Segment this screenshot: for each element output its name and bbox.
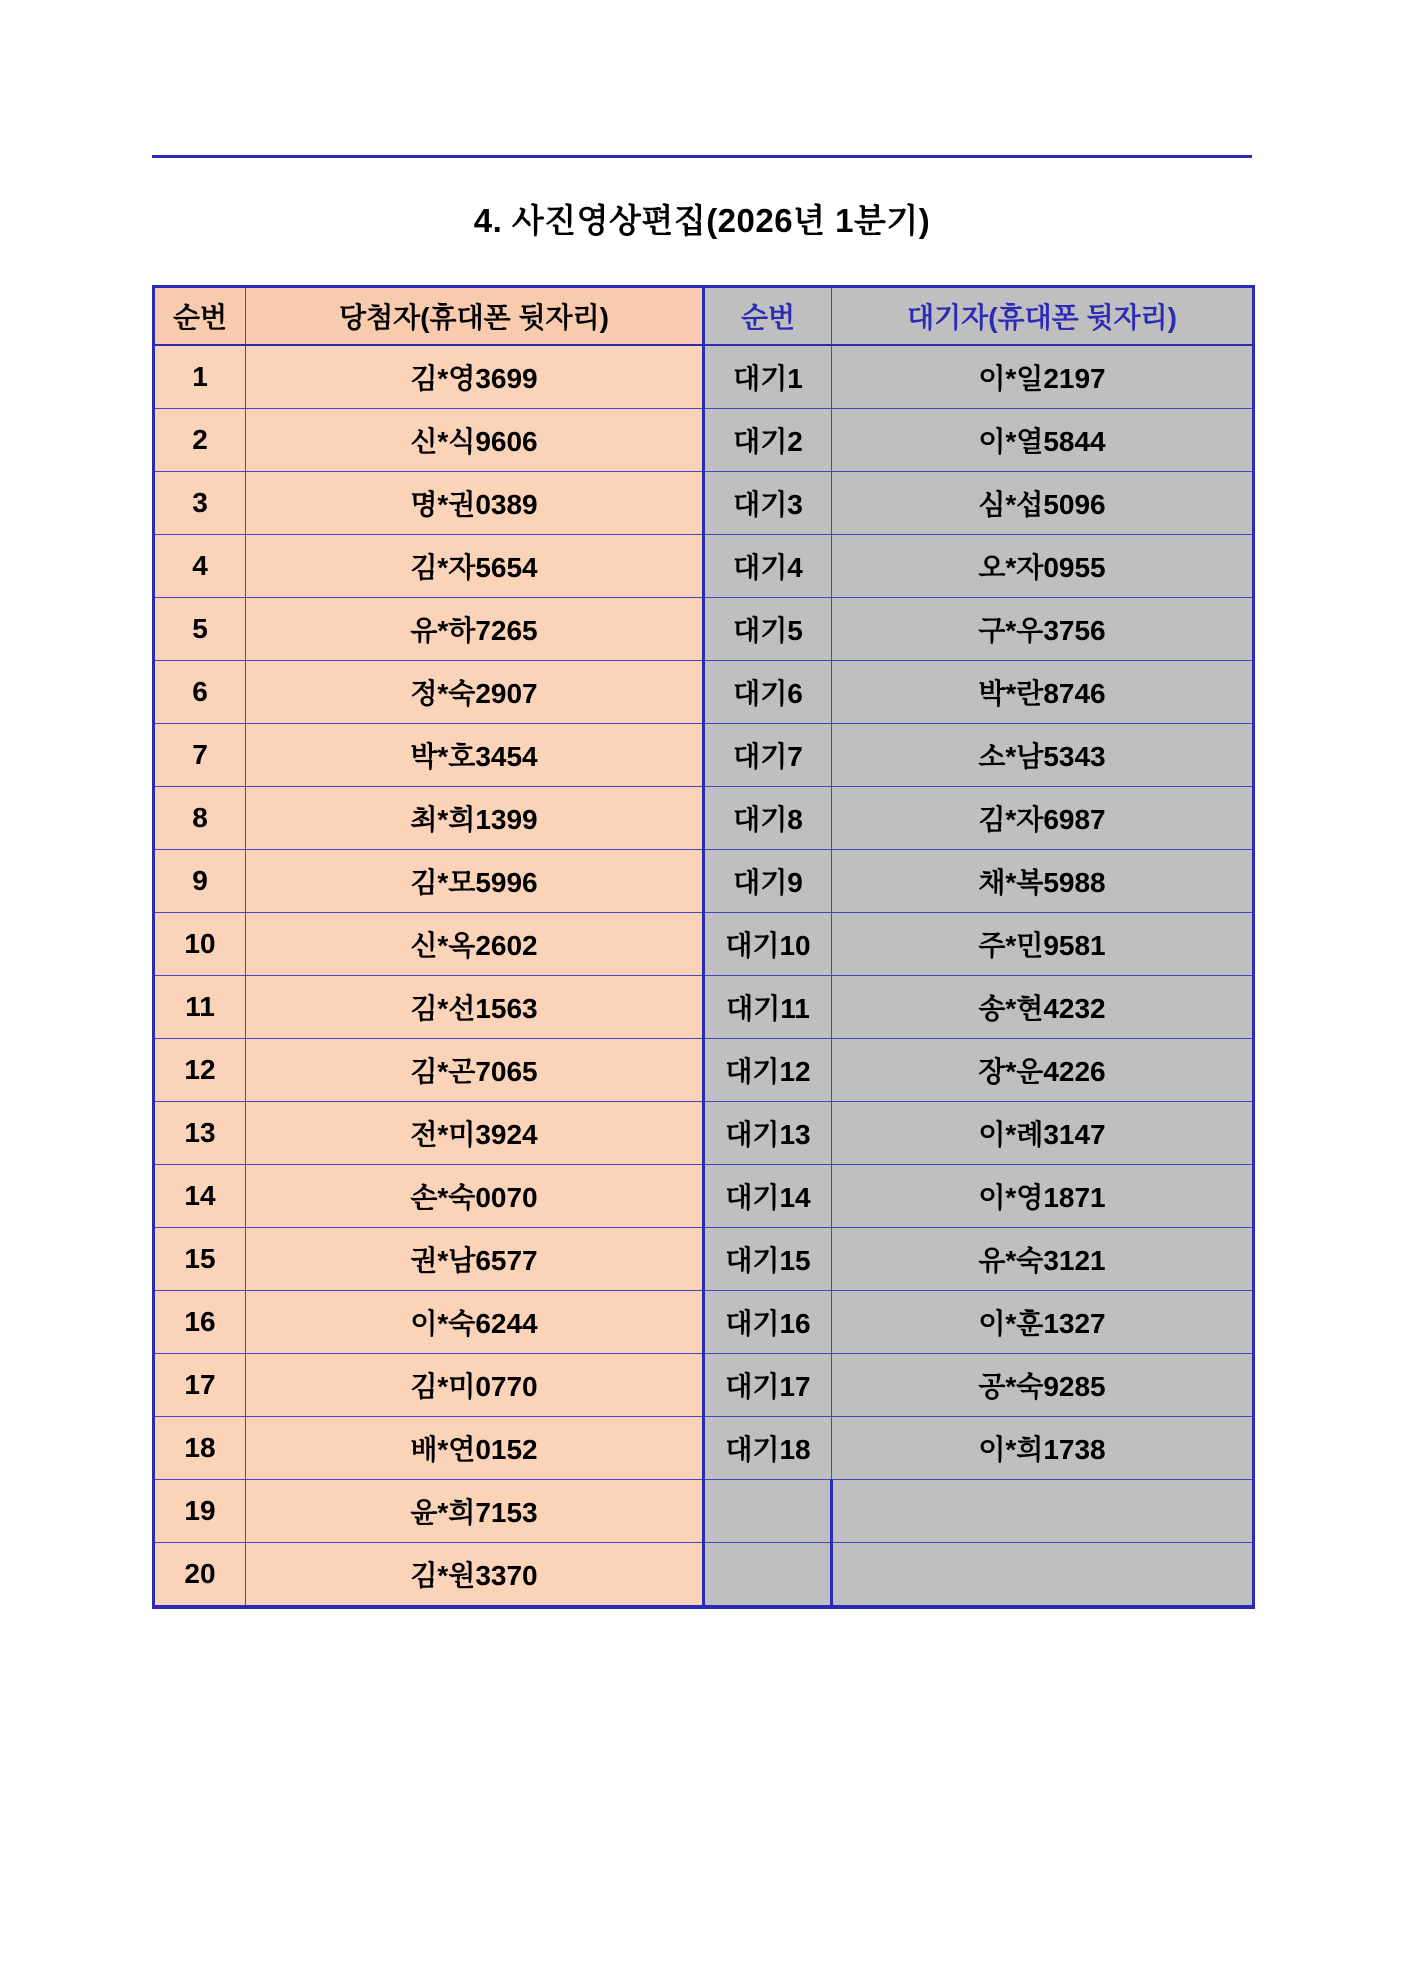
- cell-winner-name: 박*호3454: [246, 724, 704, 787]
- cell-winner-name: 손*숙0070: [246, 1165, 704, 1228]
- header-waiting-no: 순번: [704, 287, 832, 346]
- cell-winner-no: 10: [154, 913, 246, 976]
- cell-waiting-name: 공*숙9285: [832, 1354, 1254, 1417]
- cell-winner-name: 김*곤7065: [246, 1039, 704, 1102]
- cell-winner-name: 김*미0770: [246, 1354, 704, 1417]
- cell-waiting-no: 대기17: [704, 1354, 832, 1417]
- table-row: [154, 913, 1254, 976]
- cell-waiting-no: 대기2: [704, 409, 832, 472]
- cell-winner-no: 17: [154, 1354, 246, 1417]
- cell-winner-name: 최*희1399: [246, 787, 704, 850]
- cell-winner-name: 명*권0389: [246, 472, 704, 535]
- cell-waiting-name: 박*란8746: [832, 661, 1254, 724]
- table-row: [154, 535, 1254, 598]
- cell-waiting-name: 이*일2197: [832, 345, 1254, 409]
- cell-winner-no: 5: [154, 598, 246, 661]
- cell-winner-no: 6: [154, 661, 246, 724]
- cell-waiting-no: 대기12: [704, 1039, 832, 1102]
- cell-waiting-name: 이*훈1327: [832, 1291, 1254, 1354]
- header-waiting-name: 대기자(휴대폰 뒷자리): [832, 287, 1254, 346]
- cell-waiting-no: 대기8: [704, 787, 832, 850]
- table-row: [154, 1039, 1254, 1102]
- cell-waiting-name: 구*우3756: [832, 598, 1254, 661]
- cell-winner-no: 9: [154, 850, 246, 913]
- cell-waiting-no-empty: [704, 1480, 832, 1543]
- table-row: [154, 409, 1254, 472]
- cell-waiting-name: 장*운4226: [832, 1039, 1254, 1102]
- cell-winner-name: 윤*희7153: [246, 1480, 704, 1543]
- cell-winner-name: 김*선1563: [246, 976, 704, 1039]
- table-row: [154, 1291, 1254, 1354]
- cell-waiting-name-empty: [832, 1543, 1254, 1608]
- cell-winner-no: 13: [154, 1102, 246, 1165]
- table-row: [154, 1354, 1254, 1417]
- cell-waiting-name-empty: [832, 1480, 1254, 1543]
- lottery-result-table: [152, 285, 1255, 1609]
- cell-waiting-name: 이*열5844: [832, 409, 1254, 472]
- table-row: [154, 850, 1254, 913]
- cell-winner-no: 20: [154, 1543, 246, 1608]
- table-row: [154, 724, 1254, 787]
- table-row: [154, 1228, 1254, 1291]
- cell-waiting-no: 대기4: [704, 535, 832, 598]
- cell-waiting-name: 유*숙3121: [832, 1228, 1254, 1291]
- cell-waiting-name: 주*민9581: [832, 913, 1254, 976]
- cell-winner-name: 신*옥2602: [246, 913, 704, 976]
- header-winner-no: 순번: [154, 287, 246, 346]
- cell-waiting-no-empty: [704, 1543, 832, 1608]
- cell-winner-name: 권*남6577: [246, 1228, 704, 1291]
- table-row: [154, 976, 1254, 1039]
- cell-waiting-no: 대기13: [704, 1102, 832, 1165]
- cell-winner-name: 정*숙2907: [246, 661, 704, 724]
- cell-winner-name: 김*자5654: [246, 535, 704, 598]
- table-row: [154, 1480, 1254, 1543]
- table-row: [154, 661, 1254, 724]
- cell-winner-no: 18: [154, 1417, 246, 1480]
- cell-waiting-no: 대기9: [704, 850, 832, 913]
- cell-waiting-name: 송*현4232: [832, 976, 1254, 1039]
- cell-winner-name: 배*연0152: [246, 1417, 704, 1480]
- cell-waiting-no: 대기15: [704, 1228, 832, 1291]
- cell-waiting-name: 심*섭5096: [832, 472, 1254, 535]
- cell-winner-name: 김*원3370: [246, 1543, 704, 1608]
- cell-waiting-no: 대기16: [704, 1291, 832, 1354]
- cell-winner-name: 유*하7265: [246, 598, 704, 661]
- cell-winner-name: 김*영3699: [246, 345, 704, 409]
- table-row: [154, 345, 1254, 409]
- cell-winner-no: 1: [154, 345, 246, 409]
- table-row: [154, 1102, 1254, 1165]
- cell-winner-no: 8: [154, 787, 246, 850]
- table-row: [154, 472, 1254, 535]
- header-winner-name: 당첨자(휴대폰 뒷자리): [246, 287, 704, 346]
- cell-waiting-name: 김*자6987: [832, 787, 1254, 850]
- cell-winner-no: 12: [154, 1039, 246, 1102]
- cell-winner-no: 11: [154, 976, 246, 1039]
- cell-waiting-name: 이*례3147: [832, 1102, 1254, 1165]
- cell-winner-no: 15: [154, 1228, 246, 1291]
- cell-waiting-no: 대기7: [704, 724, 832, 787]
- cell-winner-name: 김*모5996: [246, 850, 704, 913]
- table-row: [154, 787, 1254, 850]
- cell-waiting-no: 대기3: [704, 472, 832, 535]
- cell-winner-no: 14: [154, 1165, 246, 1228]
- cell-waiting-no: 대기6: [704, 661, 832, 724]
- page-title: 4. 사진영상편집(2026년 1분기): [473, 202, 931, 239]
- cell-waiting-name: 이*영1871: [832, 1165, 1254, 1228]
- cell-waiting-name: 이*희1738: [832, 1417, 1254, 1480]
- table-row: [154, 1543, 1254, 1608]
- cell-waiting-no: 대기1: [704, 345, 832, 409]
- cell-waiting-no: 대기14: [704, 1165, 832, 1228]
- cell-waiting-name: 소*남5343: [832, 724, 1254, 787]
- cell-waiting-no: 대기10: [704, 913, 832, 976]
- cell-winner-no: 4: [154, 535, 246, 598]
- cell-waiting-name: 채*복5988: [832, 850, 1254, 913]
- table-row: [154, 1165, 1254, 1228]
- table-row: [154, 598, 1254, 661]
- table-body: [154, 345, 1254, 1607]
- cell-winner-no: 3: [154, 472, 246, 535]
- cell-waiting-no: 대기18: [704, 1417, 832, 1480]
- cell-waiting-name: 오*자0955: [832, 535, 1254, 598]
- table-header-row: [154, 287, 1254, 346]
- cell-winner-name: 신*식9606: [246, 409, 704, 472]
- cell-winner-name: 이*숙6244: [246, 1291, 704, 1354]
- table-row: [154, 1417, 1254, 1480]
- cell-winner-no: 2: [154, 409, 246, 472]
- cell-winner-no: 7: [154, 724, 246, 787]
- cell-winner-no: 19: [154, 1480, 246, 1543]
- cell-waiting-no: 대기11: [704, 976, 832, 1039]
- cell-waiting-no: 대기5: [704, 598, 832, 661]
- cell-winner-name: 전*미3924: [246, 1102, 704, 1165]
- cell-winner-no: 16: [154, 1291, 246, 1354]
- header-divider: [152, 155, 1252, 158]
